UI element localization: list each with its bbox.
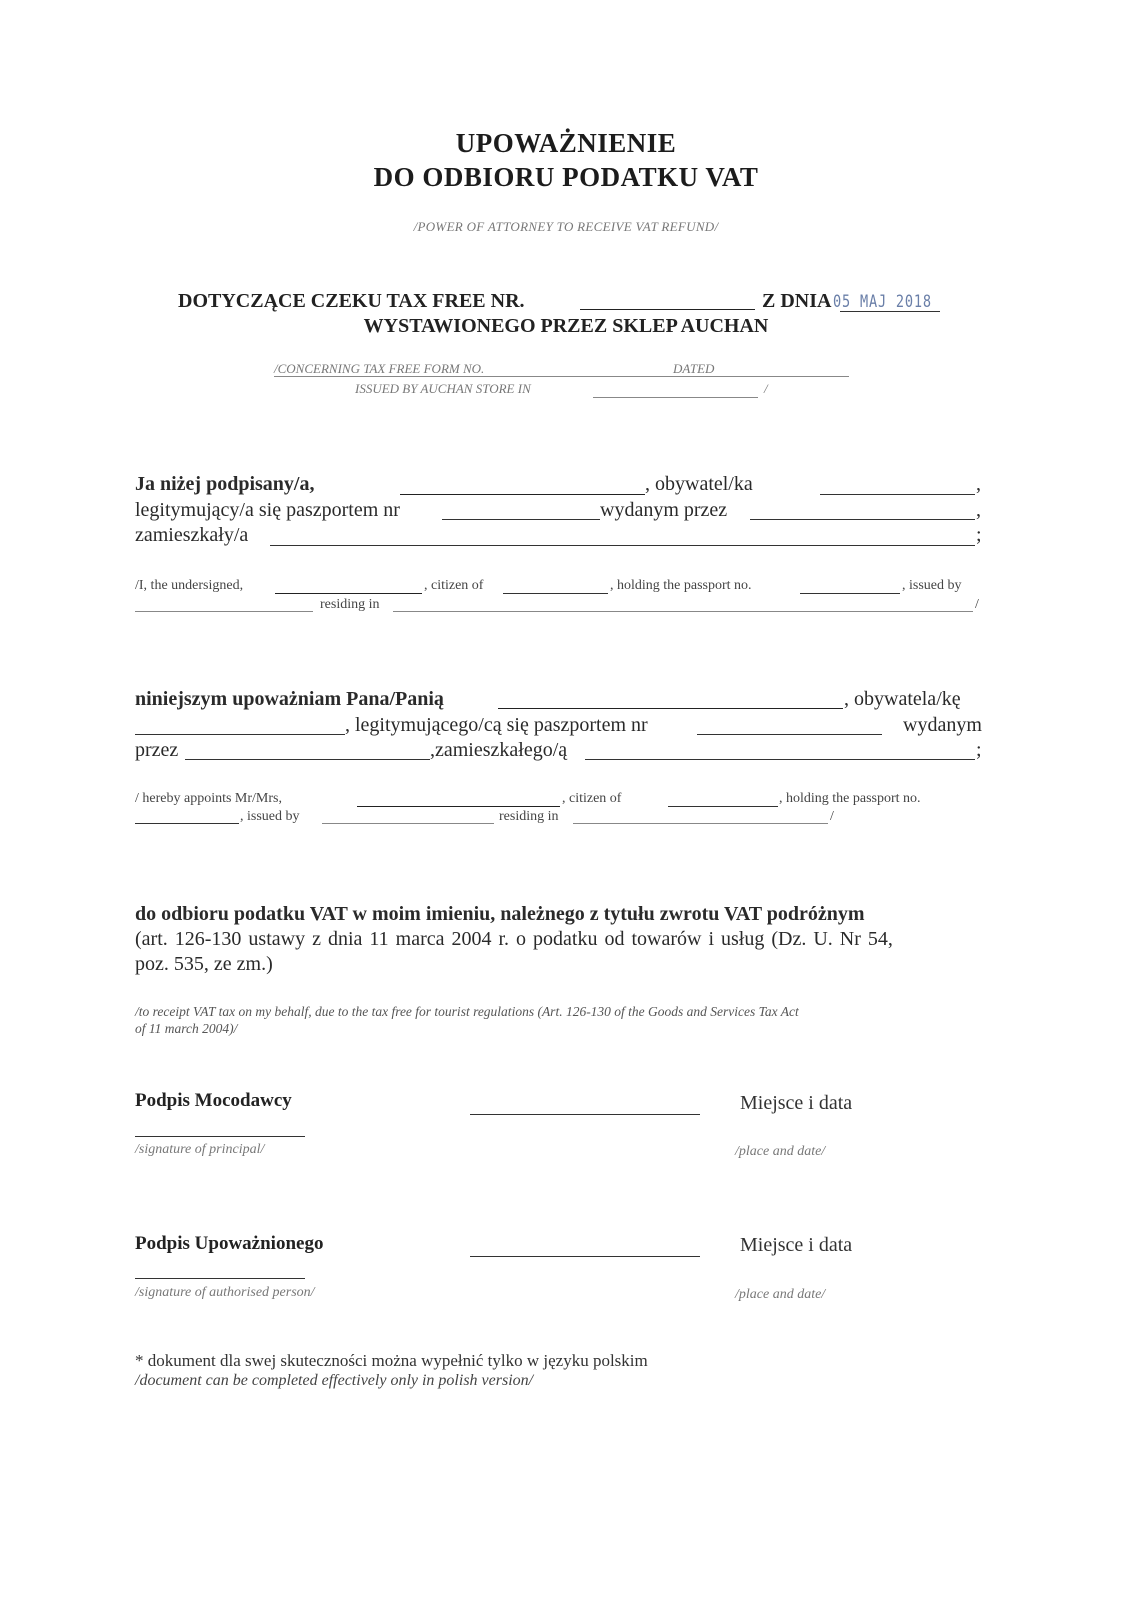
principal-issuer-field[interactable]	[750, 519, 975, 520]
authorised-passport-field[interactable]	[697, 734, 882, 735]
date-stamp: 05 MAJ 2018	[833, 292, 932, 312]
purpose-english-1: /to receipt VAT tax on my behalf, due to the tax free for tourist regulations (Art. 126-130 of the Goods and Services Tax Act	[135, 1004, 799, 1019]
cheque-english-dated: DATED	[673, 361, 715, 376]
principal-signature-field[interactable]	[135, 1136, 305, 1137]
cheque-english-2: ISSUED BY AUCHAN STORE IN	[355, 381, 531, 396]
cheque-english-underline[interactable]	[274, 376, 849, 377]
cheque-number-field[interactable]	[580, 309, 755, 310]
authorised-residing-label: ,zamieszkałego/ą	[430, 739, 568, 761]
authorised-place-date-en: /place and date/	[735, 1287, 826, 1302]
cheque-date-label: Z DNIA	[762, 290, 832, 312]
authorised-en-citizen-label: , citizen of	[562, 791, 622, 806]
authorised-en-passport-field[interactable]	[135, 823, 239, 824]
authorised-en-citizen-field[interactable]	[668, 806, 778, 807]
authorised-place-date-label: Miejsce i data	[740, 1234, 853, 1256]
principal-issued-label: wydanym przez	[600, 499, 728, 521]
authorised-en-name-field[interactable]	[357, 806, 560, 807]
authorised-issuer-label: przez	[135, 739, 179, 761]
purpose-english-2: of 11 march 2004)/	[135, 1021, 238, 1036]
title-line-2: DO ODBIORU PODATKU VAT	[373, 162, 759, 192]
slash: /	[830, 809, 834, 824]
principal-en-passport-field[interactable]	[800, 593, 900, 594]
principal-passport-field[interactable]	[442, 519, 600, 520]
slash: /	[975, 597, 979, 612]
authorised-en-passport-label: , holding the passport no.	[779, 791, 921, 806]
authorised-citizenship-field[interactable]	[135, 734, 345, 735]
authorised-passport-label: , legitymującego/cą się paszportem nr	[345, 714, 648, 736]
principal-label: Ja niżej podpisany/a,	[135, 473, 315, 495]
issued-by-store: WYSTAWIONEGO PRZEZ SKLEP AUCHAN	[363, 315, 769, 337]
authorised-en-issued-label: , issued by	[240, 809, 300, 824]
authorised-citizen-label: , obywatela/kę	[844, 688, 961, 710]
principal-signature-label: Podpis Mocodawcy	[135, 1090, 292, 1111]
principal-en-passport-label: , holding the passport no.	[610, 578, 752, 593]
slash: /	[764, 381, 768, 396]
authorised-en-label: / hereby appoints Mr/Mrs,	[135, 791, 282, 806]
authorised-name-field[interactable]	[498, 708, 843, 709]
principal-address-field[interactable]	[270, 545, 975, 546]
principal-en-issuer-field[interactable]	[135, 611, 313, 612]
store-location-field[interactable]	[593, 397, 758, 398]
principal-en-citizen-label: , citizen of	[424, 578, 484, 593]
principal-en-citizen-field[interactable]	[503, 593, 608, 594]
authorised-en-residing-label: residing in	[499, 809, 559, 824]
principal-passport-label: legitymujący/a się paszportem nr	[135, 499, 400, 521]
authorised-address-field[interactable]	[585, 759, 975, 760]
cheque-number-label: DOTYCZĄCE CZEKU TAX FREE NR.	[178, 290, 525, 312]
cheque-english-1: /CONCERNING TAX FREE FORM NO.	[274, 361, 485, 376]
authorised-issued-label: wydanym	[903, 714, 982, 736]
principal-signature-en: /signature of principal/	[135, 1142, 265, 1157]
principal-place-date-en: /place and date/	[735, 1144, 826, 1159]
purpose-legal-ref-1: (art. 126-130 ustawy z dnia 11 marca 2004 r. o podatku od towarów i usług (Dz. U. Nr 54,	[135, 928, 893, 950]
principal-en-name-field[interactable]	[275, 593, 422, 594]
principal-citizenship-field[interactable]	[820, 494, 975, 495]
principal-en-label: /I, the undersigned,	[135, 578, 244, 593]
principal-name-field[interactable]	[400, 494, 645, 495]
title-line-1: UPOWAŻNIENIE	[455, 128, 677, 158]
principal-en-address-field[interactable]	[393, 611, 973, 612]
authorised-en-address-field[interactable]	[573, 823, 828, 824]
principal-place-date-field[interactable]	[470, 1114, 700, 1115]
principal-residing-label: zamieszkały/a	[135, 524, 249, 546]
comma: ,	[976, 473, 981, 495]
footnote-polish: * dokument dla swej skuteczności można wypełnić tylko w języku polskim	[135, 1351, 648, 1370]
authorised-signature-label: Podpis Upoważnionego	[135, 1233, 324, 1254]
principal-citizen-label: , obywatel/ka	[645, 473, 753, 495]
footnote-english: /document can be completed effectively only in polish version/	[135, 1372, 534, 1389]
semicolon: ;	[976, 739, 982, 761]
comma: ,	[976, 499, 981, 521]
principal-en-issued-label: , issued by	[902, 578, 962, 593]
authorised-en-issuer-field[interactable]	[322, 823, 494, 824]
purpose-legal-ref-2: poz. 535, ze zm.)	[135, 953, 273, 975]
semicolon: ;	[976, 524, 982, 546]
purpose-heading: do odbioru podatku VAT w moim imieniu, należnego z tytułu zwrotu VAT podróżnym	[135, 903, 865, 925]
authorised-issuer-field[interactable]	[185, 759, 430, 760]
authorised-label: niniejszym upoważniam Pana/Panią	[135, 688, 444, 710]
principal-place-date-label: Miejsce i data	[740, 1092, 853, 1114]
principal-en-residing-label: residing in	[320, 597, 380, 612]
authorised-signature-field[interactable]	[135, 1278, 305, 1279]
title-english: /POWER OF ATTORNEY TO RECEIVE VAT REFUND/	[413, 219, 719, 234]
authorised-signature-en: /signature of authorised person/	[135, 1285, 315, 1300]
authorised-place-date-field[interactable]	[470, 1256, 700, 1257]
cheque-date-field[interactable]	[840, 311, 940, 312]
